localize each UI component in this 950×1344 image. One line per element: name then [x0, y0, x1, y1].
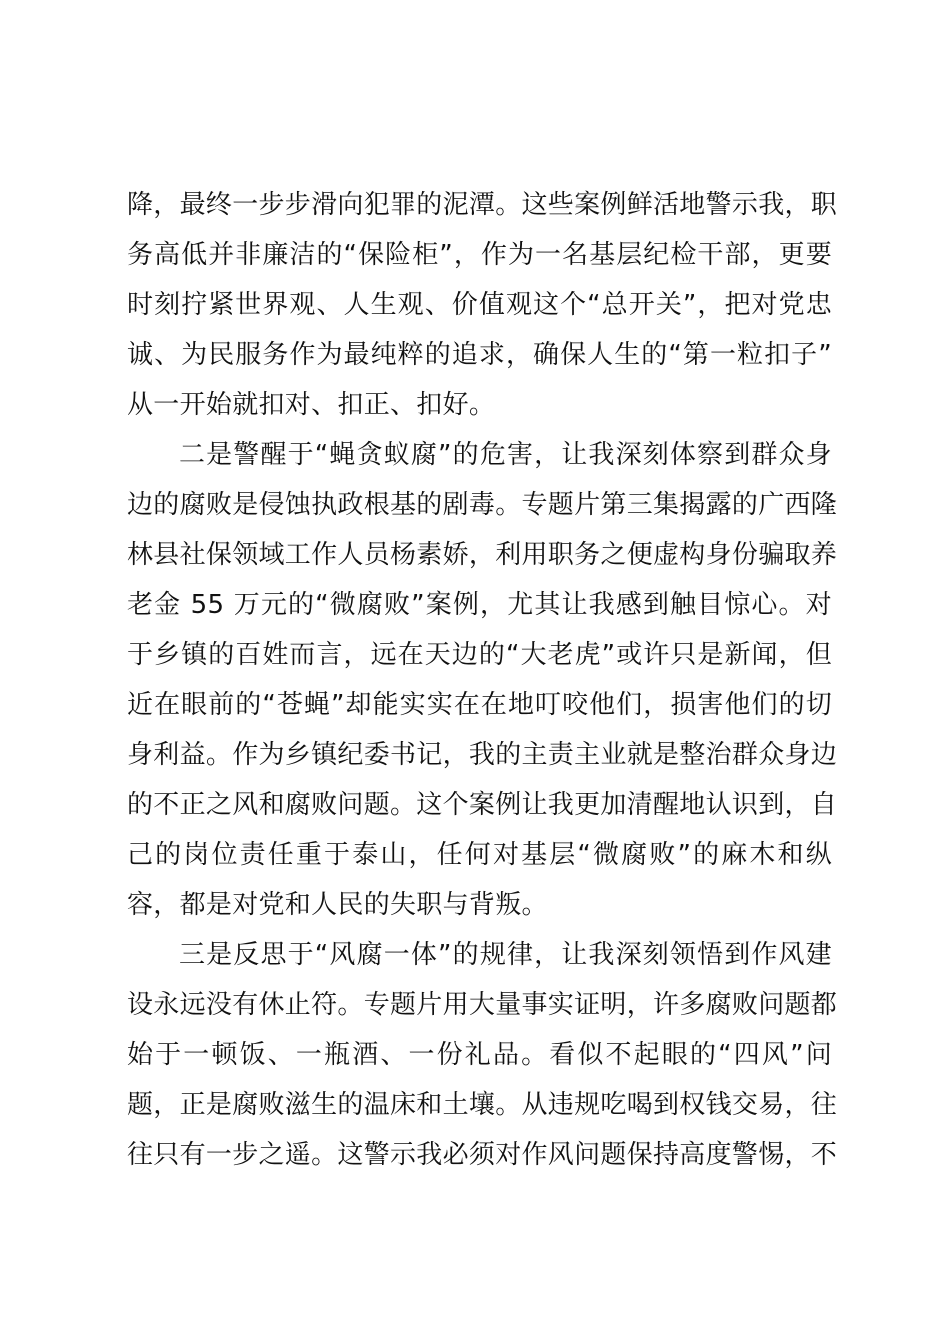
document-body [127, 180, 838, 1180]
text-line: 己的岗位责任重于泰山，任何对基层“微腐败”的麻木和纵 [127, 840, 832, 870]
paragraph-2 [127, 430, 838, 930]
text-line: 设永远没有休止符。专题片用大量事实证明，许多腐败问题都 [127, 990, 838, 1020]
paragraph-3 [127, 930, 838, 1180]
text-line: 二是警醒于“蝇贪蚁腐”的危害，让我深刻体察到群众身 [179, 440, 832, 470]
text-line: 题，正是腐败滋生的温床和土壤。从违规吃喝到权钱交易，往 [127, 1090, 838, 1120]
text-line: 的不正之风和腐败问题。这个案例让我更加清醒地认识到，自 [127, 790, 838, 820]
text-line: 于乡镇的百姓而言，远在天边的“大老虎”或许只是新闻，但 [127, 640, 832, 670]
text-line: 身利益。作为乡镇纪委书记，我的主责主业就是整治群众身边 [127, 740, 838, 770]
text-line: 近在眼前的“苍蝇”却能实实在在地叮咬他们，损害他们的切 [127, 690, 832, 720]
text-line: 时刻拧紧世界观、人生观、价值观这个“总开关”，把对党忠 [127, 290, 832, 320]
paragraph-1 [127, 180, 838, 430]
text-line: 务高低并非廉洁的“保险柜”，作为一名基层纪检干部，更要 [127, 240, 832, 270]
text-line: 从一开始就扣对、扣正、扣好。 [127, 390, 496, 420]
text-line: 老金 55 万元的“微腐败”案例，尤其让我感到触目惊心。对 [127, 590, 832, 620]
text-line: 容，都是对党和人民的失职与背叛。 [127, 890, 548, 920]
text-line: 降，最终一步步滑向犯罪的泥潭。这些案例鲜活地警示我，职 [127, 190, 838, 220]
text-line: 三是反思于“风腐一体”的规律，让我深刻领悟到作风建 [179, 940, 832, 970]
text-line: 往只有一步之遥。这警示我必须对作风问题保持高度警惕，不 [127, 1140, 838, 1170]
text-line: 诚、为民服务作为最纯粹的追求，确保人生的“第一粒扣子” [127, 340, 832, 370]
text-line: 林县社保领域工作人员杨素娇，利用职务之便虚构身份骗取养 [127, 540, 838, 570]
text-line: 始于一顿饭、一瓶酒、一份礼品。看似不起眼的“四风”问 [127, 1040, 832, 1070]
text-line: 边的腐败是侵蚀执政根基的剧毒。专题片第三集揭露的广西隆 [127, 490, 838, 520]
